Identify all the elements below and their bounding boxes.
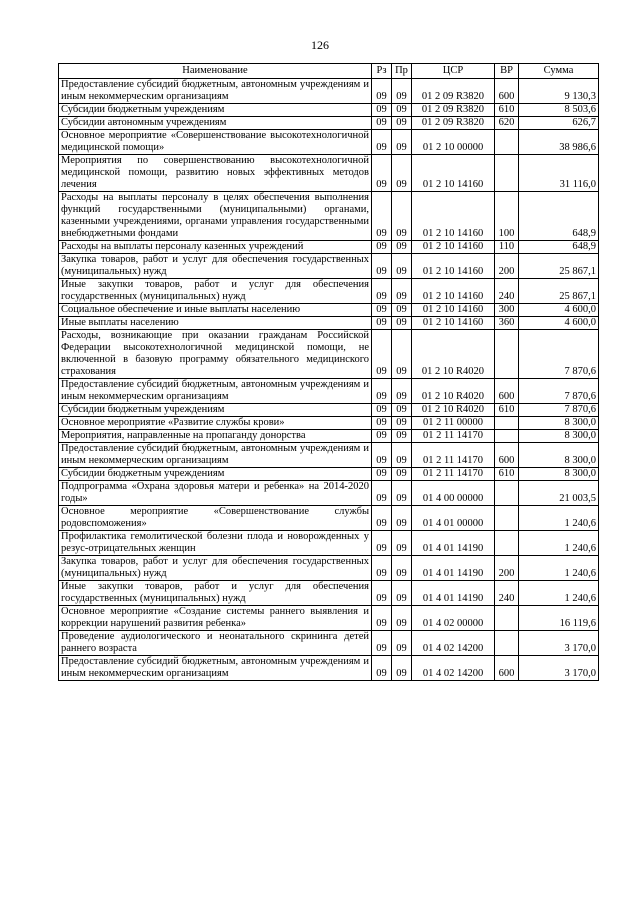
table-row bbox=[59, 330, 599, 379]
cell-name: Субсидии бюджетным учреждениям bbox=[59, 104, 372, 117]
table-row bbox=[59, 581, 599, 606]
cell-vr bbox=[495, 531, 519, 556]
cell-pr: 09 bbox=[392, 241, 412, 254]
cell-name: Иные закупки товаров, работ и услуг для обеспечения государственных (муниципальных) нужд bbox=[59, 279, 372, 304]
cell-vr bbox=[495, 330, 519, 379]
table-row bbox=[59, 506, 599, 531]
cell-sum: 626,7 bbox=[519, 117, 599, 130]
cell-csr: 01 2 09 R3820 bbox=[412, 79, 495, 104]
cell-rz: 09 bbox=[372, 130, 392, 155]
cell-rz: 09 bbox=[372, 241, 392, 254]
cell-pr: 09 bbox=[392, 330, 412, 379]
cell-name: Основное мероприятие «Совершенствование службы родовспоможения» bbox=[59, 506, 372, 531]
table-row bbox=[59, 155, 599, 192]
cell-sum: 21 003,5 bbox=[519, 481, 599, 506]
cell-name: Социальное обеспечение и иные выплаты населению bbox=[59, 304, 372, 317]
cell-rz: 09 bbox=[372, 79, 392, 104]
cell-rz: 09 bbox=[372, 430, 392, 443]
cell-vr: 600 bbox=[495, 379, 519, 404]
cell-rz: 09 bbox=[372, 531, 392, 556]
cell-name: Расходы на выплаты персоналу в целях обеспечения выполнения функций государственными (муниципальными) органами, казенными учреждениями, органами управления государственными внебюджетными фондами bbox=[59, 192, 372, 241]
cell-sum: 9 130,3 bbox=[519, 79, 599, 104]
table-row bbox=[59, 404, 599, 417]
cell-sum: 648,9 bbox=[519, 192, 599, 241]
table-row bbox=[59, 631, 599, 656]
cell-rz: 09 bbox=[372, 631, 392, 656]
cell-csr: 01 2 10 14160 bbox=[412, 155, 495, 192]
cell-vr: 620 bbox=[495, 117, 519, 130]
cell-sum: 7 870,6 bbox=[519, 404, 599, 417]
cell-csr: 01 2 10 R4020 bbox=[412, 330, 495, 379]
cell-sum: 1 240,6 bbox=[519, 581, 599, 606]
cell-csr: 01 2 10 00000 bbox=[412, 130, 495, 155]
cell-rz: 09 bbox=[372, 417, 392, 430]
cell-vr: 600 bbox=[495, 79, 519, 104]
cell-name: Расходы на выплаты персоналу казенных учреждений bbox=[59, 241, 372, 254]
cell-pr: 09 bbox=[392, 556, 412, 581]
cell-csr: 01 2 10 14160 bbox=[412, 192, 495, 241]
cell-rz: 09 bbox=[372, 468, 392, 481]
cell-csr: 01 4 02 00000 bbox=[412, 606, 495, 631]
cell-pr: 09 bbox=[392, 506, 412, 531]
cell-sum: 8 300,0 bbox=[519, 443, 599, 468]
cell-vr: 600 bbox=[495, 656, 519, 681]
cell-rz: 09 bbox=[372, 581, 392, 606]
table-row bbox=[59, 417, 599, 430]
table-row bbox=[59, 241, 599, 254]
cell-sum: 25 867,1 bbox=[519, 279, 599, 304]
cell-pr: 09 bbox=[392, 417, 412, 430]
cell-pr: 09 bbox=[392, 104, 412, 117]
cell-sum: 25 867,1 bbox=[519, 254, 599, 279]
cell-name: Предоставление субсидий бюджетным, автономным учреждениям и иным некоммерческим организациям bbox=[59, 443, 372, 468]
table-row bbox=[59, 430, 599, 443]
table-row bbox=[59, 317, 599, 330]
cell-csr: 01 2 10 R4020 bbox=[412, 404, 495, 417]
cell-rz: 09 bbox=[372, 606, 392, 631]
cell-vr: 600 bbox=[495, 443, 519, 468]
cell-vr bbox=[495, 430, 519, 443]
table-row bbox=[59, 130, 599, 155]
cell-vr: 100 bbox=[495, 192, 519, 241]
cell-vr: 240 bbox=[495, 279, 519, 304]
cell-pr: 09 bbox=[392, 404, 412, 417]
cell-vr: 300 bbox=[495, 304, 519, 317]
cell-vr: 200 bbox=[495, 556, 519, 581]
cell-csr: 01 2 11 00000 bbox=[412, 417, 495, 430]
cell-name: Профилактика гемолитической болезни плода и новорожденных у резус-отрицательных женщин bbox=[59, 531, 372, 556]
header-sum: Сумма bbox=[519, 64, 599, 79]
cell-vr: 240 bbox=[495, 581, 519, 606]
table-row bbox=[59, 443, 599, 468]
cell-pr: 09 bbox=[392, 79, 412, 104]
cell-name: Предоставление субсидий бюджетным, автономным учреждениям и иным некоммерческим организациям bbox=[59, 379, 372, 404]
table-row bbox=[59, 117, 599, 130]
table-row bbox=[59, 379, 599, 404]
cell-pr: 09 bbox=[392, 279, 412, 304]
cell-rz: 09 bbox=[372, 506, 392, 531]
header-name: Наименование bbox=[59, 64, 372, 79]
cell-vr bbox=[495, 481, 519, 506]
cell-csr: 01 4 01 14190 bbox=[412, 556, 495, 581]
cell-name: Мероприятия по совершенствованию высокотехнологичной медицинской помощи, развитию новых эффективных методов лечения bbox=[59, 155, 372, 192]
page-number: 126 bbox=[311, 38, 329, 52]
cell-pr: 09 bbox=[392, 117, 412, 130]
cell-rz: 09 bbox=[372, 192, 392, 241]
table-row bbox=[59, 606, 599, 631]
cell-csr: 01 2 10 14160 bbox=[412, 279, 495, 304]
cell-name: Расходы, возникающие при оказании гражданам Российской Федерации высокотехнологичной медицинской помощи, не включенной в базовую программу обязательного медицинского страхования bbox=[59, 330, 372, 379]
cell-rz: 09 bbox=[372, 330, 392, 379]
cell-sum: 8 300,0 bbox=[519, 417, 599, 430]
cell-pr: 09 bbox=[392, 581, 412, 606]
table-row bbox=[59, 656, 599, 681]
table-header-row bbox=[59, 64, 599, 79]
cell-rz: 09 bbox=[372, 556, 392, 581]
cell-pr: 09 bbox=[392, 304, 412, 317]
cell-csr: 01 2 10 14160 bbox=[412, 254, 495, 279]
cell-rz: 09 bbox=[372, 279, 392, 304]
cell-name: Закупка товаров, работ и услуг для обеспечения государственных (муниципальных) нужд bbox=[59, 556, 372, 581]
cell-csr: 01 4 01 14190 bbox=[412, 531, 495, 556]
table-row bbox=[59, 481, 599, 506]
table-row bbox=[59, 192, 599, 241]
cell-rz: 09 bbox=[372, 155, 392, 192]
cell-name: Основное мероприятие «Развитие службы крови» bbox=[59, 417, 372, 430]
cell-vr: 610 bbox=[495, 104, 519, 117]
cell-csr: 01 2 09 R3820 bbox=[412, 117, 495, 130]
cell-name: Закупка товаров, работ и услуг для обеспечения государственных (муниципальных) нужд bbox=[59, 254, 372, 279]
cell-vr: 360 bbox=[495, 317, 519, 330]
budget-table bbox=[58, 63, 599, 681]
cell-csr: 01 4 00 00000 bbox=[412, 481, 495, 506]
header-vr: ВР bbox=[495, 64, 519, 79]
cell-csr: 01 4 02 14200 bbox=[412, 656, 495, 681]
cell-name: Мероприятия, направленные на пропаганду донорства bbox=[59, 430, 372, 443]
cell-csr: 01 2 11 14170 bbox=[412, 443, 495, 468]
cell-rz: 09 bbox=[372, 117, 392, 130]
cell-csr: 01 2 10 14160 bbox=[412, 317, 495, 330]
cell-pr: 09 bbox=[392, 656, 412, 681]
cell-pr: 09 bbox=[392, 443, 412, 468]
table-row bbox=[59, 254, 599, 279]
cell-pr: 09 bbox=[392, 631, 412, 656]
cell-vr bbox=[495, 506, 519, 531]
cell-vr: 610 bbox=[495, 404, 519, 417]
cell-name: Предоставление субсидий бюджетным, автономным учреждениям и иным некоммерческим организациям bbox=[59, 656, 372, 681]
cell-sum: 7 870,6 bbox=[519, 330, 599, 379]
cell-name: Подпрограмма «Охрана здоровья матери и ребенка» на 2014-2020 годы» bbox=[59, 481, 372, 506]
header-csr: ЦСР bbox=[412, 64, 495, 79]
cell-csr: 01 2 11 14170 bbox=[412, 430, 495, 443]
cell-name: Предоставление субсидий бюджетным, автономным учреждениям и иным некоммерческим организациям bbox=[59, 79, 372, 104]
cell-pr: 09 bbox=[392, 606, 412, 631]
cell-name: Основное мероприятие «Создание системы раннего выявления и коррекции нарушений развития ребенка» bbox=[59, 606, 372, 631]
cell-vr: 610 bbox=[495, 468, 519, 481]
cell-csr: 01 2 10 14160 bbox=[412, 241, 495, 254]
cell-csr: 01 2 09 R3820 bbox=[412, 104, 495, 117]
cell-sum: 8 300,0 bbox=[519, 468, 599, 481]
cell-rz: 09 bbox=[372, 656, 392, 681]
table-row bbox=[59, 104, 599, 117]
table-row bbox=[59, 79, 599, 104]
cell-sum: 1 240,6 bbox=[519, 506, 599, 531]
cell-pr: 09 bbox=[392, 155, 412, 192]
cell-vr bbox=[495, 417, 519, 430]
cell-rz: 09 bbox=[372, 481, 392, 506]
cell-pr: 09 bbox=[392, 254, 412, 279]
cell-csr: 01 2 11 14170 bbox=[412, 468, 495, 481]
table-row bbox=[59, 556, 599, 581]
cell-csr: 01 2 10 R4020 bbox=[412, 379, 495, 404]
cell-csr: 01 2 10 14160 bbox=[412, 304, 495, 317]
cell-csr: 01 4 01 00000 bbox=[412, 506, 495, 531]
cell-csr: 01 4 01 14190 bbox=[412, 581, 495, 606]
cell-sum: 7 870,6 bbox=[519, 379, 599, 404]
cell-rz: 09 bbox=[372, 379, 392, 404]
cell-rz: 09 bbox=[372, 443, 392, 468]
cell-sum: 16 119,6 bbox=[519, 606, 599, 631]
header-rz: Рз bbox=[372, 64, 392, 79]
cell-vr: 200 bbox=[495, 254, 519, 279]
cell-sum: 4 600,0 bbox=[519, 304, 599, 317]
cell-pr: 09 bbox=[392, 379, 412, 404]
cell-rz: 09 bbox=[372, 404, 392, 417]
cell-vr bbox=[495, 155, 519, 192]
cell-sum: 8 503,6 bbox=[519, 104, 599, 117]
cell-pr: 09 bbox=[392, 192, 412, 241]
cell-csr: 01 4 02 14200 bbox=[412, 631, 495, 656]
cell-pr: 09 bbox=[392, 468, 412, 481]
table-row bbox=[59, 531, 599, 556]
cell-sum: 1 240,6 bbox=[519, 556, 599, 581]
cell-rz: 09 bbox=[372, 304, 392, 317]
cell-name: Субсидии бюджетным учреждениям bbox=[59, 468, 372, 481]
cell-sum: 31 116,0 bbox=[519, 155, 599, 192]
cell-vr: 110 bbox=[495, 241, 519, 254]
cell-pr: 09 bbox=[392, 317, 412, 330]
table-row bbox=[59, 279, 599, 304]
cell-name: Проведение аудиологического и неонатального скрининга детей раннего возраста bbox=[59, 631, 372, 656]
cell-sum: 38 986,6 bbox=[519, 130, 599, 155]
cell-name: Основное мероприятие «Совершенствование высокотехнологичной медицинской помощи» bbox=[59, 130, 372, 155]
cell-vr bbox=[495, 130, 519, 155]
cell-sum: 4 600,0 bbox=[519, 317, 599, 330]
cell-sum: 3 170,0 bbox=[519, 656, 599, 681]
cell-rz: 09 bbox=[372, 254, 392, 279]
cell-vr bbox=[495, 631, 519, 656]
cell-rz: 09 bbox=[372, 317, 392, 330]
cell-sum: 3 170,0 bbox=[519, 631, 599, 656]
cell-pr: 09 bbox=[392, 531, 412, 556]
header-pr: Пр bbox=[392, 64, 412, 79]
cell-pr: 09 bbox=[392, 481, 412, 506]
cell-sum: 8 300,0 bbox=[519, 430, 599, 443]
cell-rz: 09 bbox=[372, 104, 392, 117]
cell-pr: 09 bbox=[392, 430, 412, 443]
cell-vr bbox=[495, 606, 519, 631]
table-row bbox=[59, 468, 599, 481]
cell-sum: 648,9 bbox=[519, 241, 599, 254]
cell-pr: 09 bbox=[392, 130, 412, 155]
cell-name: Иные выплаты населению bbox=[59, 317, 372, 330]
table-row bbox=[59, 304, 599, 317]
cell-name: Иные закупки товаров, работ и услуг для обеспечения государственных (муниципальных) нужд bbox=[59, 581, 372, 606]
cell-name: Субсидии автономным учреждениям bbox=[59, 117, 372, 130]
cell-sum: 1 240,6 bbox=[519, 531, 599, 556]
cell-name: Субсидии бюджетным учреждениям bbox=[59, 404, 372, 417]
